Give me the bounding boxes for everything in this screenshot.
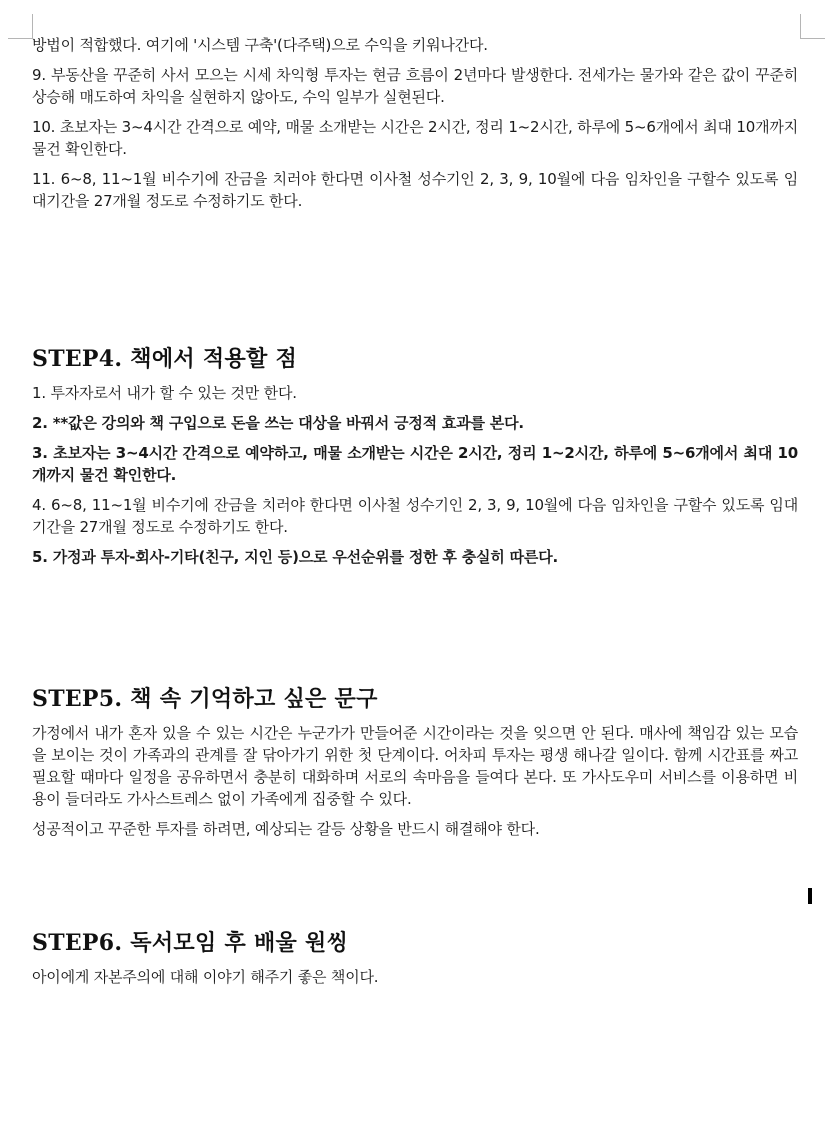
heading-step4: STEP4. 책에서 적용할 점	[32, 346, 298, 372]
paragraph-intro: 방법이 적합했다. 여기에 '시스템 구축'(다주택)으로 수익을 키워나간다.	[32, 36, 488, 54]
step5-paragraph-2: 성공적이고 꾸준한 투자를 하려면, 예상되는 갈등 상황을 반드시 해결해야 한다.	[32, 820, 540, 838]
heading-step5: STEP5. 책 속 기억하고 싶은 문구	[32, 686, 378, 712]
spacer	[32, 212, 798, 344]
step6-paragraph-1: 아이에게 자본주의에 대해 이야기 해주기 좋은 책이다.	[32, 968, 379, 986]
spacer	[32, 840, 798, 928]
step4-item-5: 5. 가정과 투자-회사-기타(친구, 지인 등)으로 우선순위를 정한 후 충실히 따른다.	[32, 548, 558, 566]
step4-item-4: 4. 6~8, 11~1월 비수기에 잔금을 치러야 한다면 이사철 성수기인 2, 3, 9, 10월에 다음 임차인을 구할수 있도록 임대기간을 27개월 정도로 수정하기도 한다.	[32, 496, 798, 536]
margin-crop-mark-top-left	[8, 14, 33, 39]
document-body[interactable]	[32, 34, 798, 988]
paragraph-11: 11. 6~8, 11~1월 비수기에 잔금을 치러야 한다면 이사철 성수기인 2, 3, 9, 10월에 다음 임차인을 구할수 있도록 임대기간을 27개월 정도로 수정하기도 한다.	[32, 170, 798, 210]
step5-paragraph-1: 가정에서 내가 혼자 있을 수 있는 시간은 누군가가 만들어준 시간이라는 것을 잊으면 안 된다. 매사에 책임감 있는 모습을 보이는 것이 가족과의 관계를 잘 닦아가기 위한 첫 단계이다. 어차피 투자는 평생 해나갈 일이다. 함께 시간표를 짜고 필요할 때마다 일정을 공유하면서 충분히 대화하며 서로의 속마음을 들여다 본다. 또 가사도우미 서비스를 이용하면 비용이 들더라도 가사스트레스 없이 가족에게 집중할 수 있다.	[32, 724, 798, 808]
step4-item-2: 2. **값은 강의와 책 구입으로 돈을 쓰는 대상을 바꿔서 긍정적 효과를 본다.	[32, 414, 524, 432]
heading-step6: STEP6. 독서모임 후 배울 원씽	[32, 930, 349, 956]
margin-crop-mark-top-right	[800, 14, 825, 39]
step4-item-1: 1. 투자자로서 내가 할 수 있는 것만 한다.	[32, 384, 297, 402]
step4-item-3: 3. 초보자는 3~4시간 간격으로 예약하고, 매물 소개받는 시간은 2시간, 정리 1~2시간, 하루에 5~6개에서 최대 10개까지 물건 확인한다.	[32, 444, 798, 484]
spacer	[32, 568, 798, 684]
text-cursor	[808, 888, 812, 904]
paragraph-9: 9. 부동산을 꾸준히 사서 모으는 시세 차익형 투자는 현금 흐름이 2년마다 발생한다. 전세가는 물가와 같은 값이 꾸준히 상승해 매도하여 차익을 실현하지 않아도, 수익 일부가 실현된다.	[32, 66, 798, 106]
paragraph-10: 10. 초보자는 3~4시간 간격으로 예약, 매물 소개받는 시간은 2시간, 정리 1~2시간, 하루에 5~6개에서 최대 10개까지 물건 확인한다.	[32, 118, 798, 158]
